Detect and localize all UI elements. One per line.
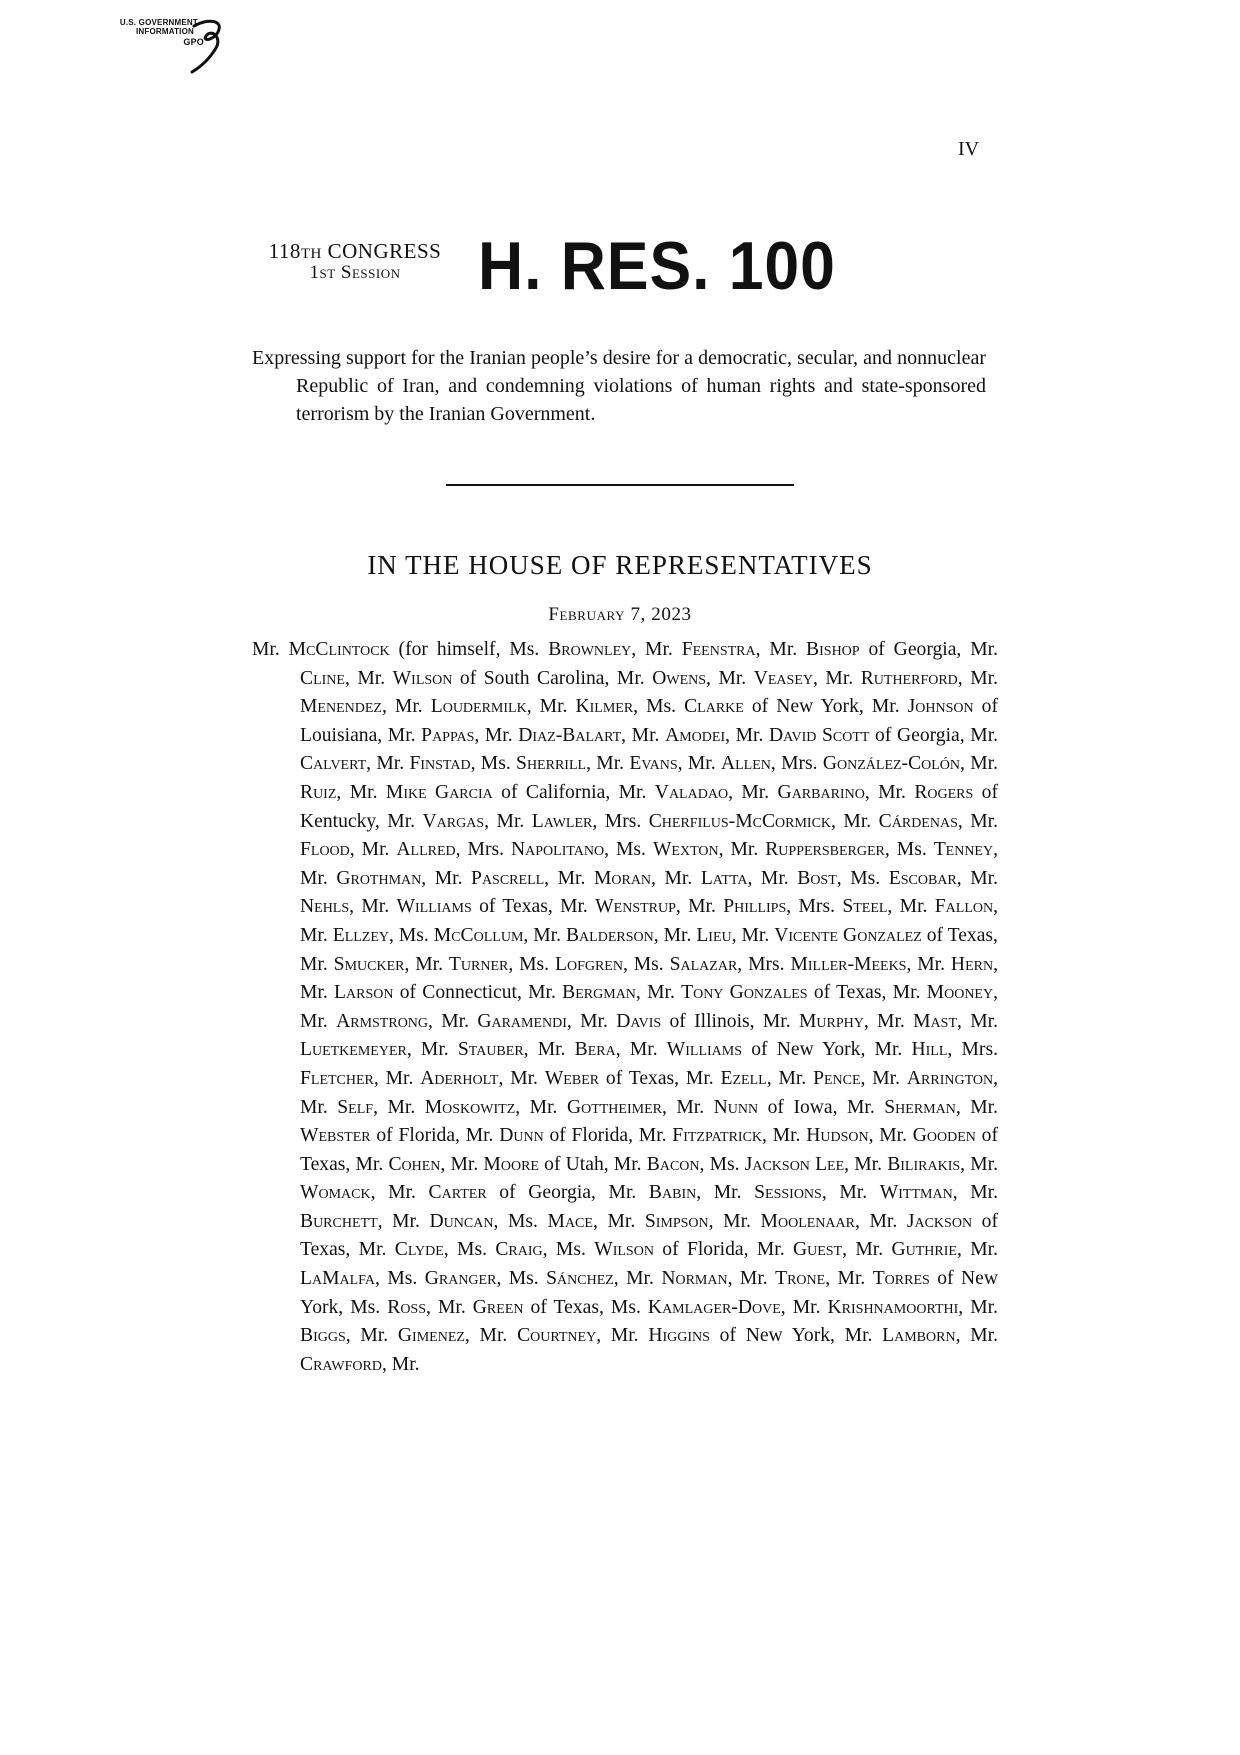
sponsor-name: Allred xyxy=(396,839,456,861)
sponsor-name: Moolenaar xyxy=(760,1210,855,1232)
sponsor-name: Davis xyxy=(616,1010,662,1032)
sponsor-name: Cárdenas xyxy=(878,810,958,832)
sponsor-connector-text: , Mr. xyxy=(515,1096,567,1118)
sponsor-connector-text: , Ms. xyxy=(699,1153,745,1175)
sponsor-name: Duncan xyxy=(429,1210,494,1232)
sponsor-connector-text: , Mr. xyxy=(344,667,393,689)
sponsor-connector-text: , Ms. xyxy=(496,1268,547,1290)
sponsor-connector-text: of Connecticut, Mr. xyxy=(393,982,563,1004)
sponsor-name: Hern xyxy=(950,953,994,975)
sponsor-connector-text: , Mr. xyxy=(544,867,594,889)
sponsor-name: Self xyxy=(337,1096,374,1118)
sponsor-connector-text: , Mr. xyxy=(336,781,386,803)
sponsor-name: Gooden xyxy=(912,1125,976,1147)
sponsor-name: Phillips xyxy=(723,896,787,918)
sponsor-connector-text: of Louisiana, Mr. xyxy=(300,696,998,746)
sponsor-name: Napolitano xyxy=(511,839,605,861)
sponsor-connector-text: , Mr. xyxy=(728,781,778,803)
sponsor-connector-text: , Mr. xyxy=(842,1239,892,1261)
sponsor-connector-text: of Florida, Mr. xyxy=(543,1125,673,1147)
sponsor-name: Jackson xyxy=(906,1210,973,1232)
sponsor-connector-text: , Mr. xyxy=(675,896,724,918)
sponsor-name: Pappas xyxy=(421,724,475,746)
sponsor-name: Pence xyxy=(813,1067,861,1089)
sponsor-connector-text: Mr. xyxy=(647,982,682,1004)
bill-identifier: H. RES. 100 xyxy=(478,228,836,304)
sponsor-connector-text: , Mr. xyxy=(677,753,721,775)
sponsor-connector-text: of Georgia, xyxy=(869,724,971,746)
sponsor-connector-text: , Mr. xyxy=(725,724,770,746)
sponsor-connector-text: , Mr. xyxy=(708,1210,761,1232)
sponsor-connector-text: Mr. xyxy=(760,867,798,889)
sponsor-connector-text: , Mr. xyxy=(526,696,576,718)
sponsor-name: Webster xyxy=(300,1125,371,1147)
sponsor-name: Mike Garcia xyxy=(385,781,493,803)
sponsor-name: Hill xyxy=(911,1039,948,1061)
sponsor-connector-text: of South Carolina, Mr. xyxy=(452,667,653,689)
sponsor-name: Turner xyxy=(448,953,509,975)
gpo-logo xyxy=(98,16,228,76)
sponsor-connector-text: Mr. xyxy=(713,1182,755,1204)
sponsor-connector-text: , Ms. xyxy=(633,696,685,718)
sponsor-name: Miller-Meeks xyxy=(790,953,907,975)
sponsor-connector-text: , Mr. xyxy=(345,1325,398,1347)
sponsor-connector-text: , Mr. xyxy=(887,896,935,918)
sponsor-name: Mast xyxy=(913,1010,957,1032)
sponsor-name: Pascrell xyxy=(471,867,545,889)
sponsor-name: Vargas xyxy=(422,810,485,832)
sponsor-connector-text: , Mr. xyxy=(613,1268,662,1290)
sponsor-name: Fitzpatrick xyxy=(672,1125,763,1147)
sponsor-name: Aderholt xyxy=(420,1067,499,1089)
sponsor-connector-text: , Mr. xyxy=(615,1039,667,1061)
sponsor-name: Clarke xyxy=(684,696,744,718)
sponsor-name: Guthrie xyxy=(891,1239,957,1261)
sponsor-name: Lieu xyxy=(696,924,732,946)
sponsor-connector-text: of New York, Mr. xyxy=(709,1325,883,1347)
sponsor-name: Stauber xyxy=(457,1039,524,1061)
sponsor-name: Wittman xyxy=(879,1182,953,1204)
sponsor-connector-text: , Mr. xyxy=(381,696,431,718)
sponsor-connector-text: , Mr. xyxy=(464,1325,518,1347)
page-number: IV xyxy=(958,138,980,160)
sponsor-connector-text: , Mr. xyxy=(566,1010,617,1032)
sponsor-name: Carter xyxy=(428,1182,487,1204)
sponsor-connector-text: of xyxy=(921,924,948,946)
sponsor-name: Cohen xyxy=(388,1153,441,1175)
sponsor-name: Larson xyxy=(334,982,394,1004)
sponsor-name: Fallon xyxy=(934,896,994,918)
sponsor-name: Ross xyxy=(387,1296,427,1318)
sponsor-name: Bilirakis xyxy=(887,1153,961,1175)
sponsor-connector-text: , Mr. xyxy=(377,1210,430,1232)
sponsor-connector-text: of Florida, Mr. xyxy=(370,1125,500,1147)
sponsor-connector-text: , Mr. xyxy=(381,1353,420,1375)
sponsor-name: Green xyxy=(472,1296,524,1318)
sponsor-connector-text: of Iowa, Mr. xyxy=(758,1096,885,1118)
sponsor-connector-text: , Mr. xyxy=(957,1010,998,1032)
sponsor-connector-text: , Mr. xyxy=(300,1067,999,1118)
sponsor-name: González-Colón xyxy=(822,753,961,775)
sponsor-connector-text: , Mr. xyxy=(631,639,682,660)
sponsor-name: Jackson Lee xyxy=(744,1153,845,1175)
sponsor-name: LaMalfa xyxy=(300,1268,376,1290)
sponsor-connector-text: , Ms. xyxy=(836,867,889,889)
sponsor-name: Feenstra xyxy=(681,639,756,660)
sponsor-name: Diaz-Balart xyxy=(518,724,622,746)
sponsor-connector-text: , Mr. xyxy=(766,1067,814,1089)
sponsor-name: Babin xyxy=(648,1182,697,1204)
sponsor-name: Nunn xyxy=(713,1096,759,1118)
sponsor-name: Cherfilus-McCormick xyxy=(648,810,832,832)
sponsor-name: Bacon xyxy=(646,1153,700,1175)
sponsor-name: Finstad xyxy=(409,753,471,775)
sponsor-name: Johnson xyxy=(907,696,974,718)
sponsor-connector-text: , xyxy=(635,982,648,1004)
sponsor-connector-text: , Mr. xyxy=(952,1182,998,1204)
congress-label: 118th CONGRESS xyxy=(268,239,442,263)
sponsor-connector-text: , xyxy=(884,839,897,861)
sponsor-name: Owens xyxy=(652,667,707,689)
sponsor-name: Sessions xyxy=(754,1182,822,1204)
sponsor-connector-text: , Mr. xyxy=(860,1067,907,1089)
sponsor-name: Crawford xyxy=(300,1353,382,1375)
sponsor-name: Ellzey xyxy=(332,924,390,946)
sponsor-name: Latta xyxy=(700,867,748,889)
sponsor-connector-text: , Ms. xyxy=(470,753,517,775)
sponsor-connector-text: of New York, Mr. xyxy=(743,696,908,718)
sponsor-connector-text: , Mr. xyxy=(854,1210,907,1232)
sponsor-name: Flood xyxy=(300,839,350,861)
sponsor-connector-text: , Mrs. xyxy=(737,953,791,975)
sponsor-connector-text: , Mr. xyxy=(661,1096,714,1118)
sponsor-connector-text: , Mr. xyxy=(596,1325,649,1347)
sponsor-connector-text: Mr. xyxy=(607,1210,645,1232)
sponsor-name: Evans xyxy=(629,753,678,775)
sponsor-name: Ezell xyxy=(720,1067,767,1089)
sponsor-connector-text: , Mr. xyxy=(373,1096,425,1118)
sponsor-name: Bishop xyxy=(806,639,860,660)
sponsor-connector-text: , Mr. xyxy=(428,1010,478,1032)
sponsor-connector-text: , Mr. xyxy=(474,724,519,746)
sponsor-connector-text: , Ms. xyxy=(622,953,670,975)
sponsor-connector-text: , Ms. xyxy=(389,924,434,946)
sponsor-name: Krishnamoorthi xyxy=(827,1296,959,1318)
sponsor-connector-text: , Mr. xyxy=(366,753,410,775)
sponsor-name: Torres xyxy=(872,1268,930,1290)
sponsor-connector-text: , Ms. xyxy=(604,839,653,861)
sponsor-connector-text: , Mr. xyxy=(960,753,999,775)
sponsor-name: Gottheimer xyxy=(566,1096,662,1118)
sponsor-name: Nehls xyxy=(300,896,350,918)
sponsor-name: Vicente Gonzalez xyxy=(774,924,922,946)
logo-line-3: GPO xyxy=(183,37,204,47)
sponsor-name: Bost xyxy=(797,867,837,889)
sponsor-name: Clyde xyxy=(394,1239,444,1261)
sponsor-connector-text: , Mr. xyxy=(586,753,630,775)
sponsor-name: Gimenez xyxy=(397,1325,465,1347)
sponsor-name: Craig xyxy=(495,1239,543,1261)
sponsor-connector-text: , Mrs. xyxy=(786,896,843,918)
sponsor-name: Guest xyxy=(792,1239,843,1261)
sponsor-name: Ruiz xyxy=(300,781,337,803)
sponsor-connector-text: , Mr. xyxy=(706,667,754,689)
sponsor-name: Higgins xyxy=(648,1325,710,1347)
sponsor-name: Tony Gonzales xyxy=(681,982,808,1004)
sponsor-name: Loudermilk xyxy=(430,696,527,718)
sponsor-connector-text: , Mr. xyxy=(863,1010,914,1032)
sponsor-name: Escobar xyxy=(888,867,957,889)
sponsor-name: Courtney xyxy=(517,1325,597,1347)
sponsor-name: Allen xyxy=(720,753,771,775)
sponsor-connector-text: , Mr. xyxy=(621,724,666,746)
sponsor-name: Wilson xyxy=(392,667,453,689)
sponsor-connector-text: of Kentucky, Mr. xyxy=(300,781,999,832)
sponsor-name: Rutherford xyxy=(860,667,958,689)
sponsor-name: Luetkemeyer xyxy=(300,1039,407,1061)
sponsor-connector-text: , Mr. xyxy=(406,1039,458,1061)
sponsor-name: Williams xyxy=(666,1039,743,1061)
sponsor-connector-text: of Texas, Mr. xyxy=(300,1125,998,1175)
chamber-heading-text: IN THE HOUSE OF REPRESENTATIVES xyxy=(367,550,873,580)
sponsor-connector-text: , Mr. xyxy=(957,810,998,832)
sponsor-name: Williams xyxy=(396,896,472,918)
sponsor-connector-text: of Georgia, Mr. xyxy=(486,1182,649,1204)
sponsor-name: Sánchez xyxy=(546,1268,614,1290)
sponsor-connector-text: , Mr. xyxy=(762,1125,807,1147)
sponsor-connector-text: of Texas, Mr. xyxy=(599,1067,721,1089)
sponsor-connector-text: , Mrs. xyxy=(592,810,649,832)
sponsor-name: Moskowitz xyxy=(424,1096,516,1118)
sponsor-name: Steel xyxy=(842,896,888,918)
congress-session-block xyxy=(250,240,460,284)
sponsor-connector-text: of California, Mr. xyxy=(492,781,655,803)
sponsor-connector-text: , Mr. xyxy=(484,810,532,832)
sponsor-connector-text: Ms. xyxy=(896,839,934,861)
sponsor-name: Lamborn xyxy=(882,1325,956,1347)
sponsor-name: Murphy xyxy=(798,1010,864,1032)
sponsor-name: Smucker xyxy=(333,953,405,975)
sponsor-name: David Scott xyxy=(769,724,870,746)
logo-line-2: INFORMATION xyxy=(135,27,194,36)
sponsor-name: Bera xyxy=(574,1039,616,1061)
sponsor-name: Garamendi xyxy=(477,1010,567,1032)
sponsor-name: Mooney xyxy=(926,982,994,1004)
sponsor-connector-text: , Mr. xyxy=(421,867,472,889)
sponsor-connector-text: , Mr. xyxy=(906,953,951,975)
sponsor-name: Moran xyxy=(593,867,652,889)
sponsor-connector-text: , xyxy=(770,753,782,775)
sponsor-name: Armstrong xyxy=(336,1010,429,1032)
sponsor-connector-text: , Ms. xyxy=(508,953,555,975)
sponsor-connector-text: Mr. xyxy=(361,839,397,861)
sponsor-connector-text: , Mr. xyxy=(300,896,999,946)
sponsor-name: Garbarino xyxy=(777,781,865,803)
sponsor-name: Burchett xyxy=(300,1210,378,1232)
sponsor-connector-text: , Mr. xyxy=(498,1067,545,1089)
sponsor-connector-text: (for himself, Ms. xyxy=(389,639,549,660)
gpo-swoosh-icon xyxy=(188,16,228,74)
sponsor-name: Weber xyxy=(544,1067,600,1089)
sponsor-connector-text: , Mr. xyxy=(523,924,566,946)
sponsor-connector-text: , Mr. xyxy=(958,1296,998,1318)
sponsor-connector-text: , xyxy=(696,1182,714,1204)
divider-rule xyxy=(446,484,794,486)
sponsor-connector-text: , Mr. xyxy=(821,1182,880,1204)
sponsor-name: Lofgren xyxy=(554,953,623,975)
sponsor-name: Sherrill xyxy=(516,753,587,775)
sponsor-connector-text: , Mr. xyxy=(956,867,998,889)
sponsor-connector-text: , Mr. xyxy=(955,1096,999,1118)
sponsor-connector-text: , Mr. xyxy=(868,1125,913,1147)
sponsor-connector-text: , Mr. xyxy=(727,1268,776,1290)
sponsor-connector-text: , Mr. xyxy=(300,982,998,1032)
sponsor-name: Ruppersberger xyxy=(765,839,885,861)
sponsor-connector-text: Mr. xyxy=(874,1039,912,1061)
sponsor-name: Rogers xyxy=(914,781,974,803)
sponsor-connector-text: Mr. xyxy=(252,639,289,660)
sponsor-connector-text: of Illinois, Mr. xyxy=(661,1010,799,1032)
sponsor-name: Womack xyxy=(300,1182,371,1204)
sponsor-name: Norman xyxy=(661,1268,728,1290)
sponsor-name: Tenney xyxy=(933,839,994,861)
sponsor-connector-text: , Mr. xyxy=(523,1039,575,1061)
sponsor-connector-text: , Mr. xyxy=(349,896,397,918)
sponsor-name: Cline xyxy=(300,667,345,689)
sponsor-connector-text: , Ms. xyxy=(542,1239,595,1261)
sponsor-connector-text: , Mr. xyxy=(651,867,701,889)
sponsor-name: Menendez xyxy=(300,696,382,718)
sponsor-connector-text: of Utah, Mr. xyxy=(538,1153,647,1175)
sponsor-name: Grothman xyxy=(336,867,422,889)
resolution-summary: Expressing support for the Iranian people’s desire for a democratic, secular, and nonnuclear Republic of Iran, and condemning violations of human rights and state-sponsored terrorism by the Iranian Government. xyxy=(252,347,986,425)
sponsor-name: McCollum xyxy=(433,924,524,946)
sponsor-connector-text: of Texas, Ms. xyxy=(523,1296,648,1318)
sponsor-connector-text: , Ms. xyxy=(375,1268,425,1290)
sponsor-name: Mace xyxy=(547,1210,593,1232)
sponsor-name: Salazar xyxy=(669,953,738,975)
sponsor-name: Fletcher xyxy=(300,1067,374,1089)
sponsor-connector-text: of Georgia, Mr. xyxy=(859,639,998,660)
sponsor-name: Sherman xyxy=(884,1096,956,1118)
sponsor-name: Wexton xyxy=(652,839,719,861)
sponsor-connector-text: , Ms. xyxy=(493,1210,548,1232)
sponsor-connector-text: , Mr. xyxy=(718,839,766,861)
sponsor-connector-text: , Mrs. xyxy=(455,839,511,861)
sponsor-connector-text: , Mr. xyxy=(373,1067,421,1089)
sponsor-connector-text: , xyxy=(747,867,761,889)
sponsor-connector-text: , Mr. xyxy=(426,1296,473,1318)
sponsor-name: Simpson xyxy=(644,1210,709,1232)
sponsor-name: Amodei xyxy=(665,724,726,746)
sponsor-connector-text: , Mr. xyxy=(831,810,879,832)
sponsor-connector-text: , Mr. xyxy=(780,1296,828,1318)
sponsor-name: Lawler xyxy=(531,810,593,832)
sponsor-name: Granger xyxy=(424,1268,497,1290)
sponsor-connector-text: of Florida, Mr. xyxy=(653,1239,793,1261)
sponsor-name: Kilmer xyxy=(575,696,634,718)
sponsor-name: Biggs xyxy=(300,1325,346,1347)
introduction-date: February 7, 2023 xyxy=(548,604,692,625)
sponsor-name: Bergman xyxy=(562,982,636,1004)
sponsor-connector-text: Texas, Mr. xyxy=(300,924,998,975)
sponsor-connector-text: , Mrs. xyxy=(947,1039,998,1061)
sponsor-connector-text: , Mr. xyxy=(957,667,998,689)
sponsor-name: Veasey xyxy=(753,667,813,689)
sponsor-name: Brownley xyxy=(548,639,632,660)
sponsor-name: Wenstrup xyxy=(595,896,676,918)
logo-line-1: U.S. GOVERNMENT xyxy=(119,18,198,27)
sponsor-connector-text: , Mr. xyxy=(844,1153,888,1175)
sponsor-connector-text: , Ms. xyxy=(443,1239,496,1261)
sponsor-connector-text: , Mr. xyxy=(960,1153,998,1175)
sponsor-connector-text: , Mr. xyxy=(440,1153,484,1175)
sponsor-connector-text: , Mr. xyxy=(955,1325,998,1347)
sponsor-connector-text: , Mr. xyxy=(404,953,449,975)
sponsor-connector-text: , Mr. xyxy=(653,924,697,946)
sponsor-name: Trone xyxy=(775,1268,826,1290)
sponsor-name: Wilson xyxy=(594,1239,654,1261)
sponsor-connector-text: , Mr. xyxy=(731,924,775,946)
sponsor-connector-text: Mrs. xyxy=(781,753,823,775)
sponsor-name: Balderson xyxy=(565,924,654,946)
sponsor-name: Hudson xyxy=(806,1125,869,1147)
sponsor-name: Dunn xyxy=(499,1125,544,1147)
sponsors-paragraph xyxy=(252,636,998,1379)
sponsor-connector-text: of New York, Ms. xyxy=(300,1268,998,1318)
sponsor-name: Valadao xyxy=(654,781,729,803)
sponsor-connector-text: of Texas, Mr. xyxy=(300,1210,998,1261)
session-label: 1st Session xyxy=(309,262,401,283)
chamber-heading xyxy=(0,550,1240,581)
sponsor-name: McClintock xyxy=(288,639,390,660)
sponsor-name: Moore xyxy=(483,1153,539,1175)
sponsor-connector-text: , Mr. xyxy=(300,839,998,889)
sponsor-connector-text: , Mr. xyxy=(825,1268,873,1290)
sponsor-connector-text: of Texas, Mr. xyxy=(807,982,927,1004)
sponsor-connector-text: , Mr. xyxy=(813,667,861,689)
sponsor-connector-text: , Mr. xyxy=(370,1182,429,1204)
sponsor-connector-text: , Mr. xyxy=(864,781,915,803)
sponsor-connector-text: , xyxy=(592,1210,608,1232)
sponsor-connector-text: of Texas, Mr. xyxy=(471,896,596,918)
sponsor-connector-text: , Mr. xyxy=(300,953,998,1004)
sponsor-connector-text: , Mr. xyxy=(956,1239,998,1261)
sponsor-connector-text: , xyxy=(349,839,362,861)
sponsor-name: Arrington xyxy=(906,1067,994,1089)
sponsor-name: Kamlager-Dove xyxy=(647,1296,781,1318)
sponsor-name: Calvert xyxy=(300,753,367,775)
sponsor-connector-text: of New York, xyxy=(742,1039,875,1061)
sponsor-connector-text: Mr. xyxy=(970,724,999,746)
sponsor-connector-text: , Mr. xyxy=(755,639,807,660)
